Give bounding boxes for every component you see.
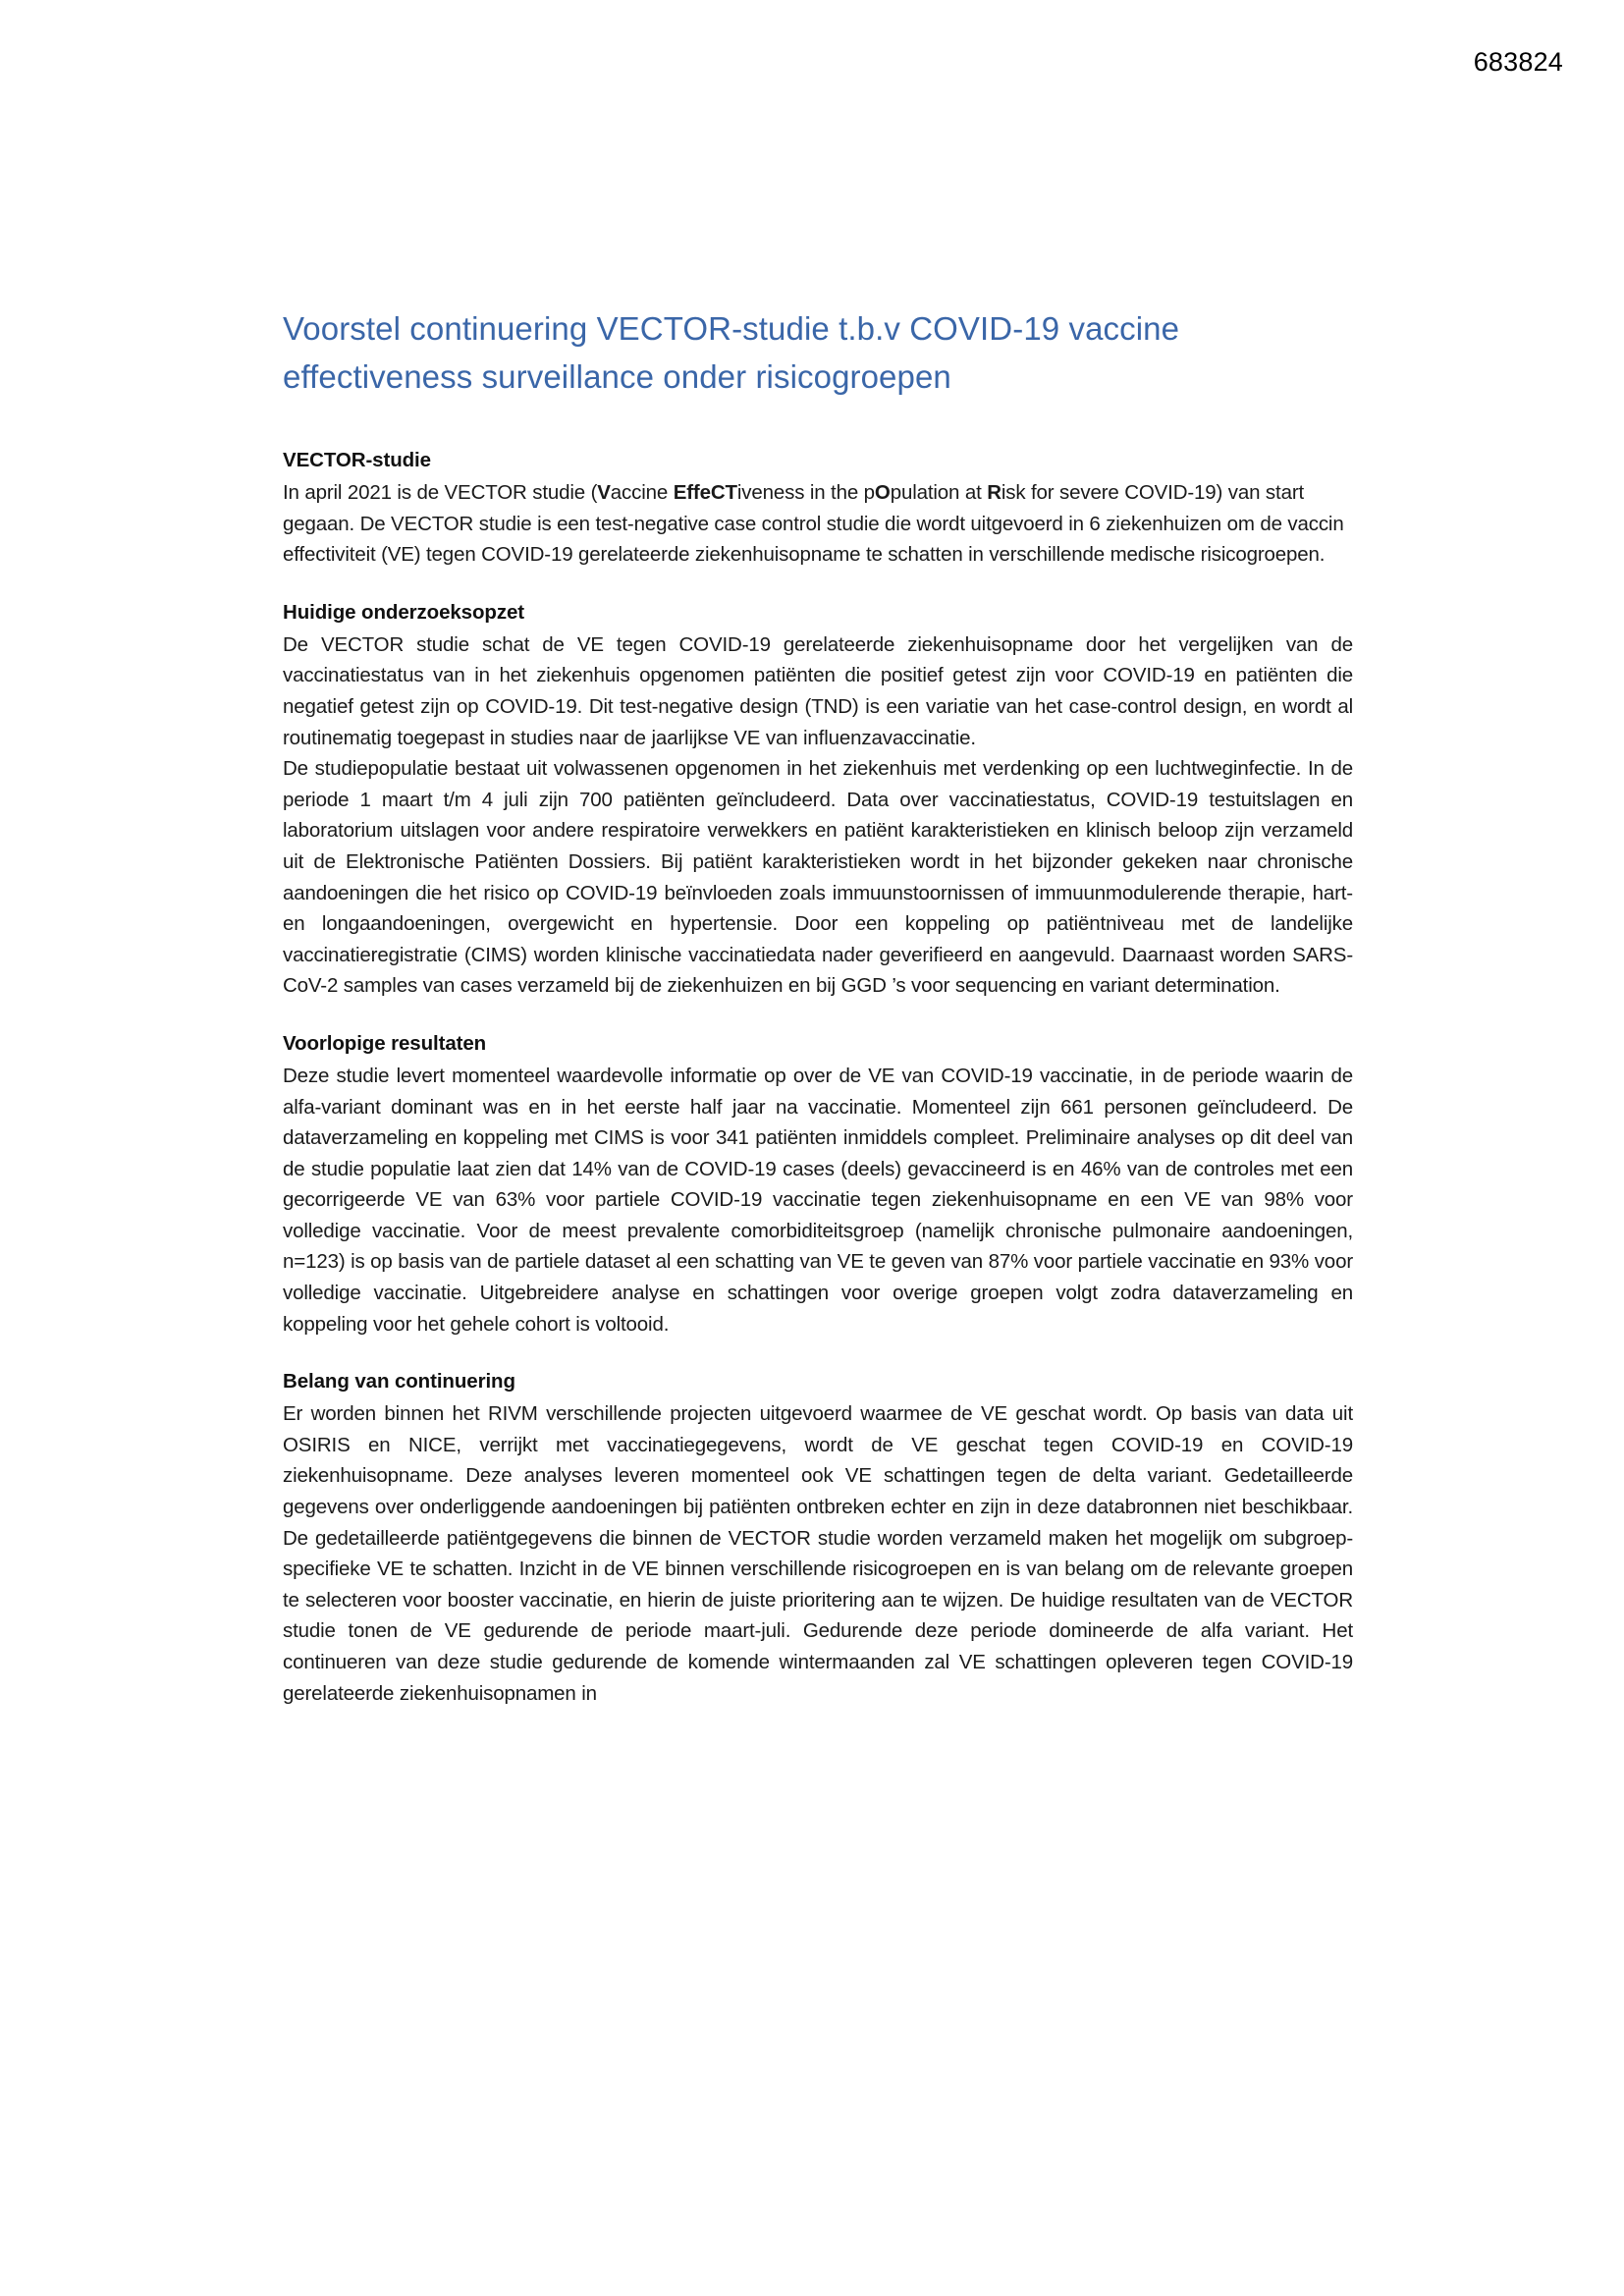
section-huidige-onderzoeksopzet [283, 598, 1353, 1002]
section-vector-studie [283, 446, 1353, 571]
paragraph-onderzoeksopzet-p1 [283, 629, 1353, 753]
section-heading: VECTOR-studie [283, 449, 431, 471]
section-heading: Huidige onderzoeksopzet [283, 600, 525, 624]
emphasis-run: EffeCT [673, 481, 737, 504]
paragraph-onderzoeksopzet-p2 [283, 753, 1353, 1002]
section-heading: Voorlopige resultaten [283, 1031, 487, 1055]
page-title: Voorstel continuering VECTOR-studie t.b.v COVID-19 vaccine effectiveness surveillance onder risicogroepen [283, 310, 1180, 395]
paragraph-belang-p1 [283, 1398, 1353, 1709]
text-run: De studiepopulatie bestaat uit volwassenen opgenomen in het ziekenhuis met verdenking op een luchtweginfectie. In de periode 1 maart t/m 4 juli zijn 700 patiënten geïncludeerd. Data over vaccinatiestatus, COVID-19 testuitslagen en laboratorium uitslagen voor andere respiratoire verwekkers en patiënt karakteristieken en klinisch beloop zijn verzameld uit de Elektronische Patiënten Dossiers. Bij patiënt karakteristieken wordt in het bijzonder gekeken naar chronische aandoeningen die het risico op COVID-19 beïnvloeden zoals immuunstoornissen of immuunmodulerende therapie, hart- en longaandoeningen, overgewicht en hypertensie. Door een koppeling op patiëntniveau met de landelijke vaccinatieregistratie (CIMS) worden klinische vaccinatiedata nader geverifieerd en aangevuld. Daarnaast worden SARS-CoV-2 samples van cases verzameld bij de ziekenhuizen en bij GGD ’s voor sequencing en variant determination. [283, 757, 1353, 998]
paragraph-vector-intro [283, 477, 1353, 571]
sections-container [283, 446, 1353, 1709]
text-run: Deze studie levert momenteel waardevolle informatie op over de VE van COVID-19 vaccinatie, in de periode waarin de alfa-variant dominant was en in het eerste half jaar na vaccinatie. Momenteel zijn 661 personen geïncludeerd. De dataverzameling en koppeling met CIMS is voor 341 patiënten inmiddels compleet. Preliminaire analyses op dit deel van de studie populatie laat zien dat 14% van de COVID-19 cases (deels) gevaccineerd is en 46% van de controles met een gecorrigeerde VE van 63% voor partiele COVID-19 vaccinatie tegen ziekenhuisopname en een VE van 98% voor volledige vaccinatie. Voor de meest prevalente comorbiditeitsgroep (namelijk chronische pulmonaire aandoeningen, n=123) is op basis van de partiele dataset al een schatting van VE te geven van 87% voor partiele vaccinatie en 93% voor volledige vaccinatie. Uitgebreidere analyse en schattingen voor overige groepen volgt zodra dataverzameling en koppeling voor het gehele cohort is voltooid. [283, 1064, 1353, 1336]
page-number: 683824 [1473, 47, 1563, 77]
text-run: De VECTOR studie schat de VE tegen COVID-19 gerelateerde ziekenhuisopname door het vergelijken van de vaccinatiestatus van in het ziekenhuis opgenomen patiënten die positief getest zijn voor COVID-19 en patiënten die negatief getest zijn op COVID-19. Dit test-negative design (TND) is een variatie van het case-control design, en wordt al routinematig toegepast in studies naar de jaarlijkse VE van influenzavaccinatie. [283, 632, 1353, 749]
text-run: iveness in the p [736, 481, 875, 504]
section-belang-van-continuering [283, 1367, 1353, 1709]
text-run: isk for severe COVID-19) van start gegaan. De VECTOR studie is een test-negative case control studie die wordt uitgevoerd in 6 ziekenhuizen om de vaccin effectiviteit (VE) tegen COVID-19 gerelateerde ziekenhuisopname te schatten in verschillende medische risicogroepen. [283, 481, 1344, 567]
emphasis-run: O [874, 481, 891, 504]
section-heading: Belang van continuering [283, 1370, 515, 1394]
text-run: In april 2021 is de VECTOR studie ( [283, 481, 598, 504]
text-run: Er worden binnen het RIVM verschillende projecten uitgevoerd waarmee de VE geschat wordt. Op basis van data uit OSIRIS en NICE, verrijkt met vaccinatiegegevens, wordt de VE geschat tegen COVID-19 en COVID-19 ziekenhuisopname. Deze analyses leveren momenteel ook VE schattingen tegen de delta variant. Gedetailleerde gegevens over onderliggende aandoeningen bij patiënten ontbreken echter en zijn in deze databronnen niet beschikbaar. De gedetailleerde patiëntgegevens die binnen de VECTOR studie worden verzameld maken het mogelijk om subgroep-specifieke VE te schatten. Inzicht in de VE binnen verschillende risicogroepen en is van belang om de relevante groepen te selecteren voor booster vaccinatie, en hierin de juiste prioritering aan te wijzen. De huidige resultaten van de VECTOR studie tonen de VE gedurende de periode maart-juli. Gedurende deze periode domineerde de alfa variant. Het continueren van deze studie gedurende de komende wintermaanden zal VE schattingen opleveren tegen COVID-19 gerelateerde ziekenhuisopnamen in [283, 1402, 1353, 1705]
section-voorlopige-resultaten [283, 1029, 1353, 1339]
text-run: pulation at [890, 481, 988, 504]
document-content [283, 304, 1353, 1736]
emphasis-run: V [597, 481, 611, 504]
text-run: accine [610, 481, 674, 504]
emphasis-run: R [987, 481, 1001, 504]
paragraph-resultaten-p1 [283, 1061, 1353, 1339]
